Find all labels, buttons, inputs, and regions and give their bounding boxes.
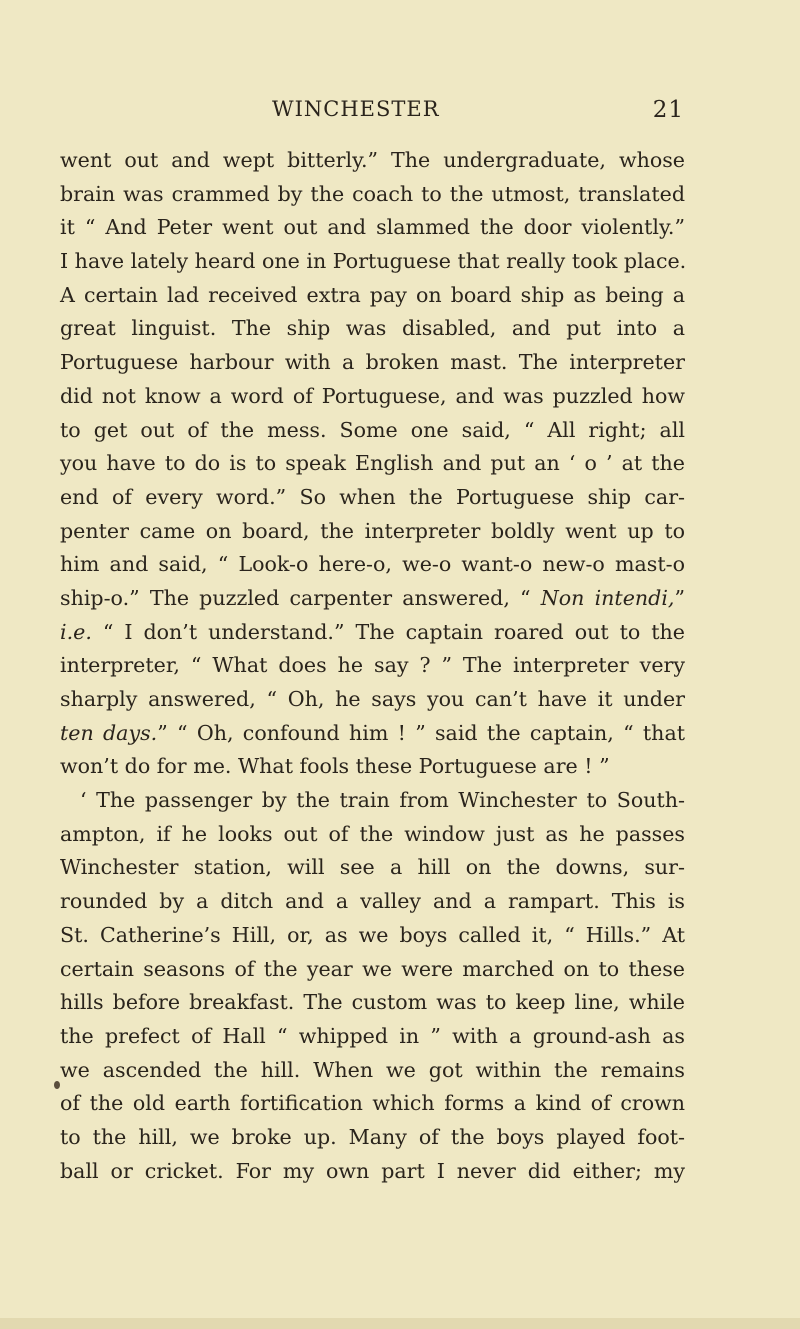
line-text: ” “ Oh, confound him ! ” said the captain, “ that (157, 720, 685, 745)
text-line: I have lately heard one in Portuguese that really took place. (60, 249, 687, 274)
text-line: sharply answered, “ Oh, he says you can’t have it under (60, 687, 685, 711)
text-line-with-italic (60, 616, 685, 650)
text-line-with-italic (60, 717, 685, 751)
text-line: St. Catherine’s Hill, or, as we boys called it, “ Hills.” At (60, 922, 685, 947)
text-line: ball or cricket. For my own part I never did either; my (60, 1158, 685, 1183)
text-line: Winchester station, will see a hill on the downs, sur- (60, 855, 685, 880)
text-line: did not know a word of Portuguese, and was puzzled how (60, 383, 685, 408)
text-line: rounded by a ditch and a valley and a rampart. This is (60, 889, 685, 914)
line-text: ship-o.” The puzzled carpenter answered, “ (60, 585, 541, 610)
text-line: of the old earth fortification which forms a kind of crown (60, 1091, 685, 1116)
text-line: it “ And Peter went out and slammed the door violently.” (60, 215, 685, 240)
text-line: end of every word.” So when the Portuguese ship car- (60, 484, 685, 509)
running-head: WINCHESTER (272, 97, 440, 121)
page-header (272, 97, 684, 133)
abbreviation-ie: i.e. (60, 619, 92, 644)
text-line: went out and wept bitterly.” The undergraduate, whose (60, 148, 685, 172)
italic-phrase: ten days. (60, 720, 158, 745)
page-number: 21 (652, 97, 684, 123)
text-line: hills before breakfast. The custom was to keep line, while (60, 990, 685, 1015)
line-text: ” (674, 585, 685, 610)
text-line: great linguist. The ship was disabled, and put into a (60, 316, 685, 341)
paragraph-start-line: ‘ The passenger by the train from Winchester to South- (80, 788, 685, 813)
latin-phrase: Non intendi, (540, 585, 675, 610)
text-line: ampton, if he looks out of the window just as he passes (60, 821, 685, 846)
text-line: brain was crammed by the coach to the utmost, translated (60, 181, 685, 206)
text-line: to the hill, we broke up. Many of the boys played foot- (60, 1124, 685, 1149)
text-line: we ascended the hill. When we got within the remains (60, 1057, 685, 1082)
text-line: interpreter, “ What does he say ? ” The interpreter very (60, 653, 685, 678)
text-line: the prefect of Hall “ whipped in ” with a ground-ash as (60, 1023, 685, 1048)
text-line: you have to do is to speak English and put an ‘ o ’ at the (60, 451, 685, 476)
line-text: “ I don’t understand.” The captain roared out to the (91, 619, 685, 644)
text-line: penter came on board, the interpreter boldly went up to (60, 518, 685, 543)
text-line: him and said, “ Look-o here-o, we-o want-o new-o mast-o (60, 552, 685, 577)
page-bottom-edge (0, 1318, 800, 1329)
text-line: to get out of the mess. Some one said, “ All right; all (60, 417, 685, 442)
text-line: won’t do for me. What fools these Portuguese are ! ” (60, 754, 610, 779)
text-line: certain seasons of the year we were marched on to these (60, 956, 685, 981)
text-line: A certain lad received extra pay on board ship as being a (60, 282, 685, 307)
text-line: Portuguese harbour with a broken mast. The interpreter (60, 350, 685, 375)
ink-speck (54, 1081, 60, 1089)
body-text (60, 144, 685, 1188)
text-line-with-italic (60, 582, 685, 616)
